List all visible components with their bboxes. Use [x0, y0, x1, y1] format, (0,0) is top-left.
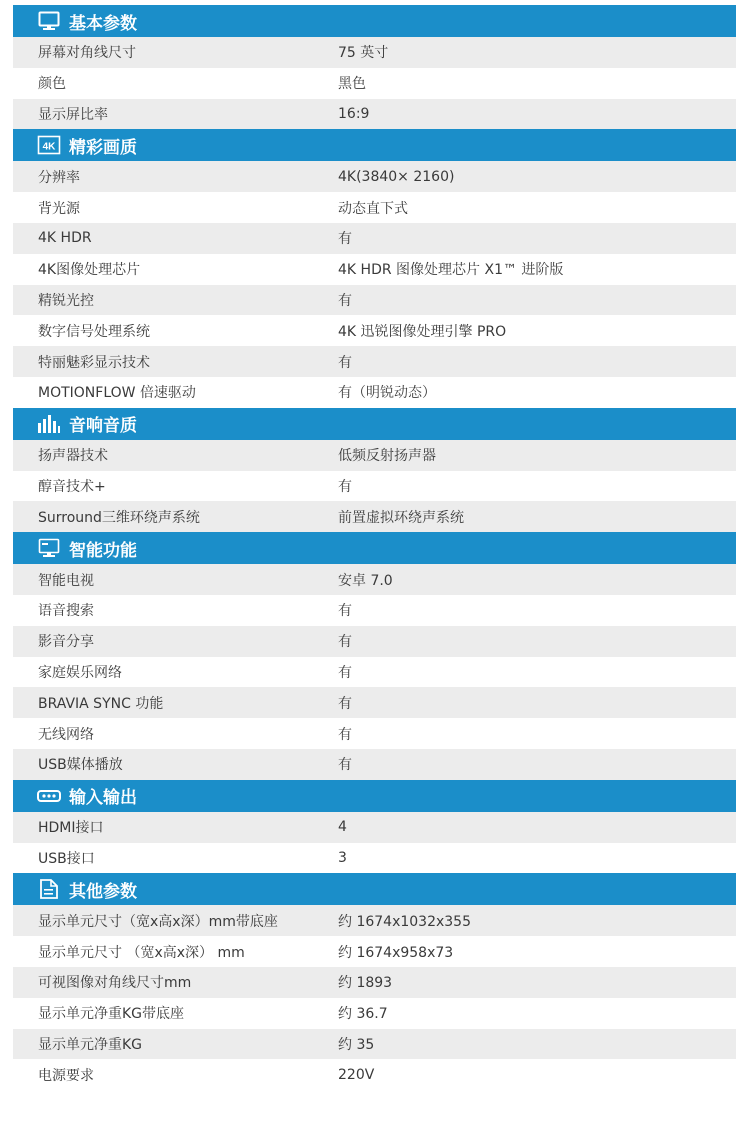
spec-row	[13, 501, 736, 532]
section-title: 基本参数	[69, 13, 137, 34]
spec-value: 有	[338, 695, 352, 712]
spec-value: 有	[338, 354, 352, 371]
spec-label: 智能电视	[38, 572, 94, 589]
spec-value: 220V	[338, 1066, 375, 1083]
spec-label: 屏幕对角线尺寸	[38, 45, 136, 62]
spec-row	[13, 843, 736, 874]
spec-value: 约 1674x958x73	[338, 944, 454, 961]
monitor-icon	[37, 10, 61, 32]
spec-value: 黑色	[338, 76, 366, 93]
spec-row	[13, 936, 736, 967]
spec-row	[13, 471, 736, 502]
spec-row	[13, 687, 736, 718]
section-title: 音响音质	[69, 416, 137, 437]
section-5	[13, 873, 736, 1090]
spec-value: 有	[338, 664, 352, 681]
spec-label: 显示单元尺寸 （宽x高x深） mm	[38, 944, 245, 961]
spec-row	[13, 377, 736, 408]
spec-row	[13, 626, 736, 657]
equalizer-icon	[37, 413, 61, 435]
spec-label: 精锐光控	[38, 292, 94, 309]
spec-label: 显示单元净重KG	[38, 1036, 143, 1053]
spec-label: HDMI接口	[38, 820, 104, 837]
spec-value: 有	[338, 292, 352, 309]
spec-value: 75 英寸	[338, 45, 389, 62]
section-header	[13, 129, 736, 161]
spec-value: 有	[338, 231, 352, 248]
spec-value: 动态直下式	[338, 200, 408, 217]
section-title: 智能功能	[69, 540, 137, 561]
spec-label: 无线网络	[38, 726, 94, 743]
spec-value: 有	[338, 634, 352, 651]
spec-row	[13, 1059, 736, 1090]
section-header	[13, 5, 736, 37]
spec-row	[13, 68, 736, 99]
connector-icon	[37, 785, 61, 807]
spec-value: 4K 迅锐图像处理引擎 PRO	[338, 323, 507, 340]
spec-row	[13, 595, 736, 626]
spec-row	[13, 657, 736, 688]
spec-row	[13, 192, 736, 223]
spec-value: 16:9	[338, 105, 370, 122]
spec-row	[13, 254, 736, 285]
spec-label: 显示屏比率	[38, 106, 108, 123]
spec-row	[13, 440, 736, 471]
spec-label: 颜色	[38, 76, 66, 93]
spec-row	[13, 749, 736, 780]
spec-value: 4	[338, 819, 347, 836]
spec-row	[13, 998, 736, 1029]
spec-label: Surround三维环绕声系统	[38, 509, 200, 526]
spec-value: 有（明锐动态）	[338, 385, 436, 402]
spec-row	[13, 564, 736, 595]
spec-value: 低频反射扬声器	[338, 448, 436, 465]
section-title: 输入输出	[69, 788, 137, 809]
spec-value: 4K HDR 图像处理芯片 X1™ 进阶版	[338, 262, 564, 279]
spec-row	[13, 1029, 736, 1060]
spec-value: 约 35	[338, 1036, 375, 1053]
section-title: 精彩画质	[69, 137, 137, 158]
spec-label: 背光源	[38, 200, 80, 217]
spec-label: 显示单元净重KG带底座	[38, 1006, 185, 1023]
spec-label: 扬声器技术	[38, 448, 108, 465]
spec-value: 约 1674x1032x355	[338, 913, 471, 930]
section-header	[13, 780, 736, 812]
document-icon	[37, 878, 61, 900]
spec-row	[13, 315, 736, 346]
spec-row	[13, 161, 736, 192]
spec-row	[13, 37, 736, 68]
spec-row	[13, 99, 736, 130]
spec-value: 约 1893	[338, 975, 393, 992]
spec-label: BRAVIA SYNC 功能	[38, 695, 164, 712]
spec-label: 语音搜索	[38, 603, 94, 620]
spec-row	[13, 967, 736, 998]
spec-label: 分辨率	[38, 169, 80, 186]
spec-label: 显示单元尺寸（宽x高x深）mm带底座	[38, 913, 278, 930]
section-3	[13, 532, 736, 780]
section-1	[13, 129, 736, 407]
spec-value: 3	[338, 849, 347, 866]
section-header	[13, 408, 736, 440]
smart-tv-icon	[37, 537, 61, 559]
section-header	[13, 532, 736, 564]
spec-label: 醇音技术+	[38, 478, 106, 495]
spec-value: 有	[338, 757, 352, 774]
section-0	[13, 5, 736, 129]
spec-value: 前置虚拟环绕声系统	[338, 509, 464, 526]
spec-label: MOTIONFLOW 倍速驱动	[38, 385, 196, 402]
spec-row	[13, 223, 736, 254]
spec-label: USB接口	[38, 850, 95, 867]
spec-label: 家庭娱乐网络	[38, 664, 122, 681]
spec-value: 安卓 7.0	[338, 572, 393, 589]
spec-value: 4K(3840× 2160)	[338, 168, 455, 185]
spec-row	[13, 905, 736, 936]
spec-value: 有	[338, 726, 352, 743]
spec-label: 数字信号处理系统	[38, 323, 150, 340]
spec-label: 4K HDR	[38, 230, 92, 247]
section-4	[13, 780, 736, 874]
spec-label: 影音分享	[38, 634, 94, 651]
spec-label: 特丽魅彩显示技术	[38, 354, 150, 371]
section-2	[13, 408, 736, 532]
spec-label: USB媒体播放	[38, 757, 123, 774]
spec-label: 4K图像处理芯片	[38, 262, 141, 279]
4k-icon	[37, 134, 61, 156]
spec-row	[13, 812, 736, 843]
spec-label: 可视图像对角线尺寸mm	[38, 975, 192, 992]
svg-text:4K: 4K	[42, 141, 56, 153]
spec-value: 有	[338, 478, 352, 495]
spec-label: 电源要求	[38, 1067, 94, 1084]
section-header	[13, 873, 736, 905]
spec-row	[13, 718, 736, 749]
spec-row	[13, 346, 736, 377]
spec-row	[13, 285, 736, 316]
section-title: 其他参数	[69, 881, 137, 902]
spec-value: 有	[338, 603, 352, 620]
spec-value: 约 36.7	[338, 1006, 388, 1023]
spec-table	[13, 5, 736, 1090]
